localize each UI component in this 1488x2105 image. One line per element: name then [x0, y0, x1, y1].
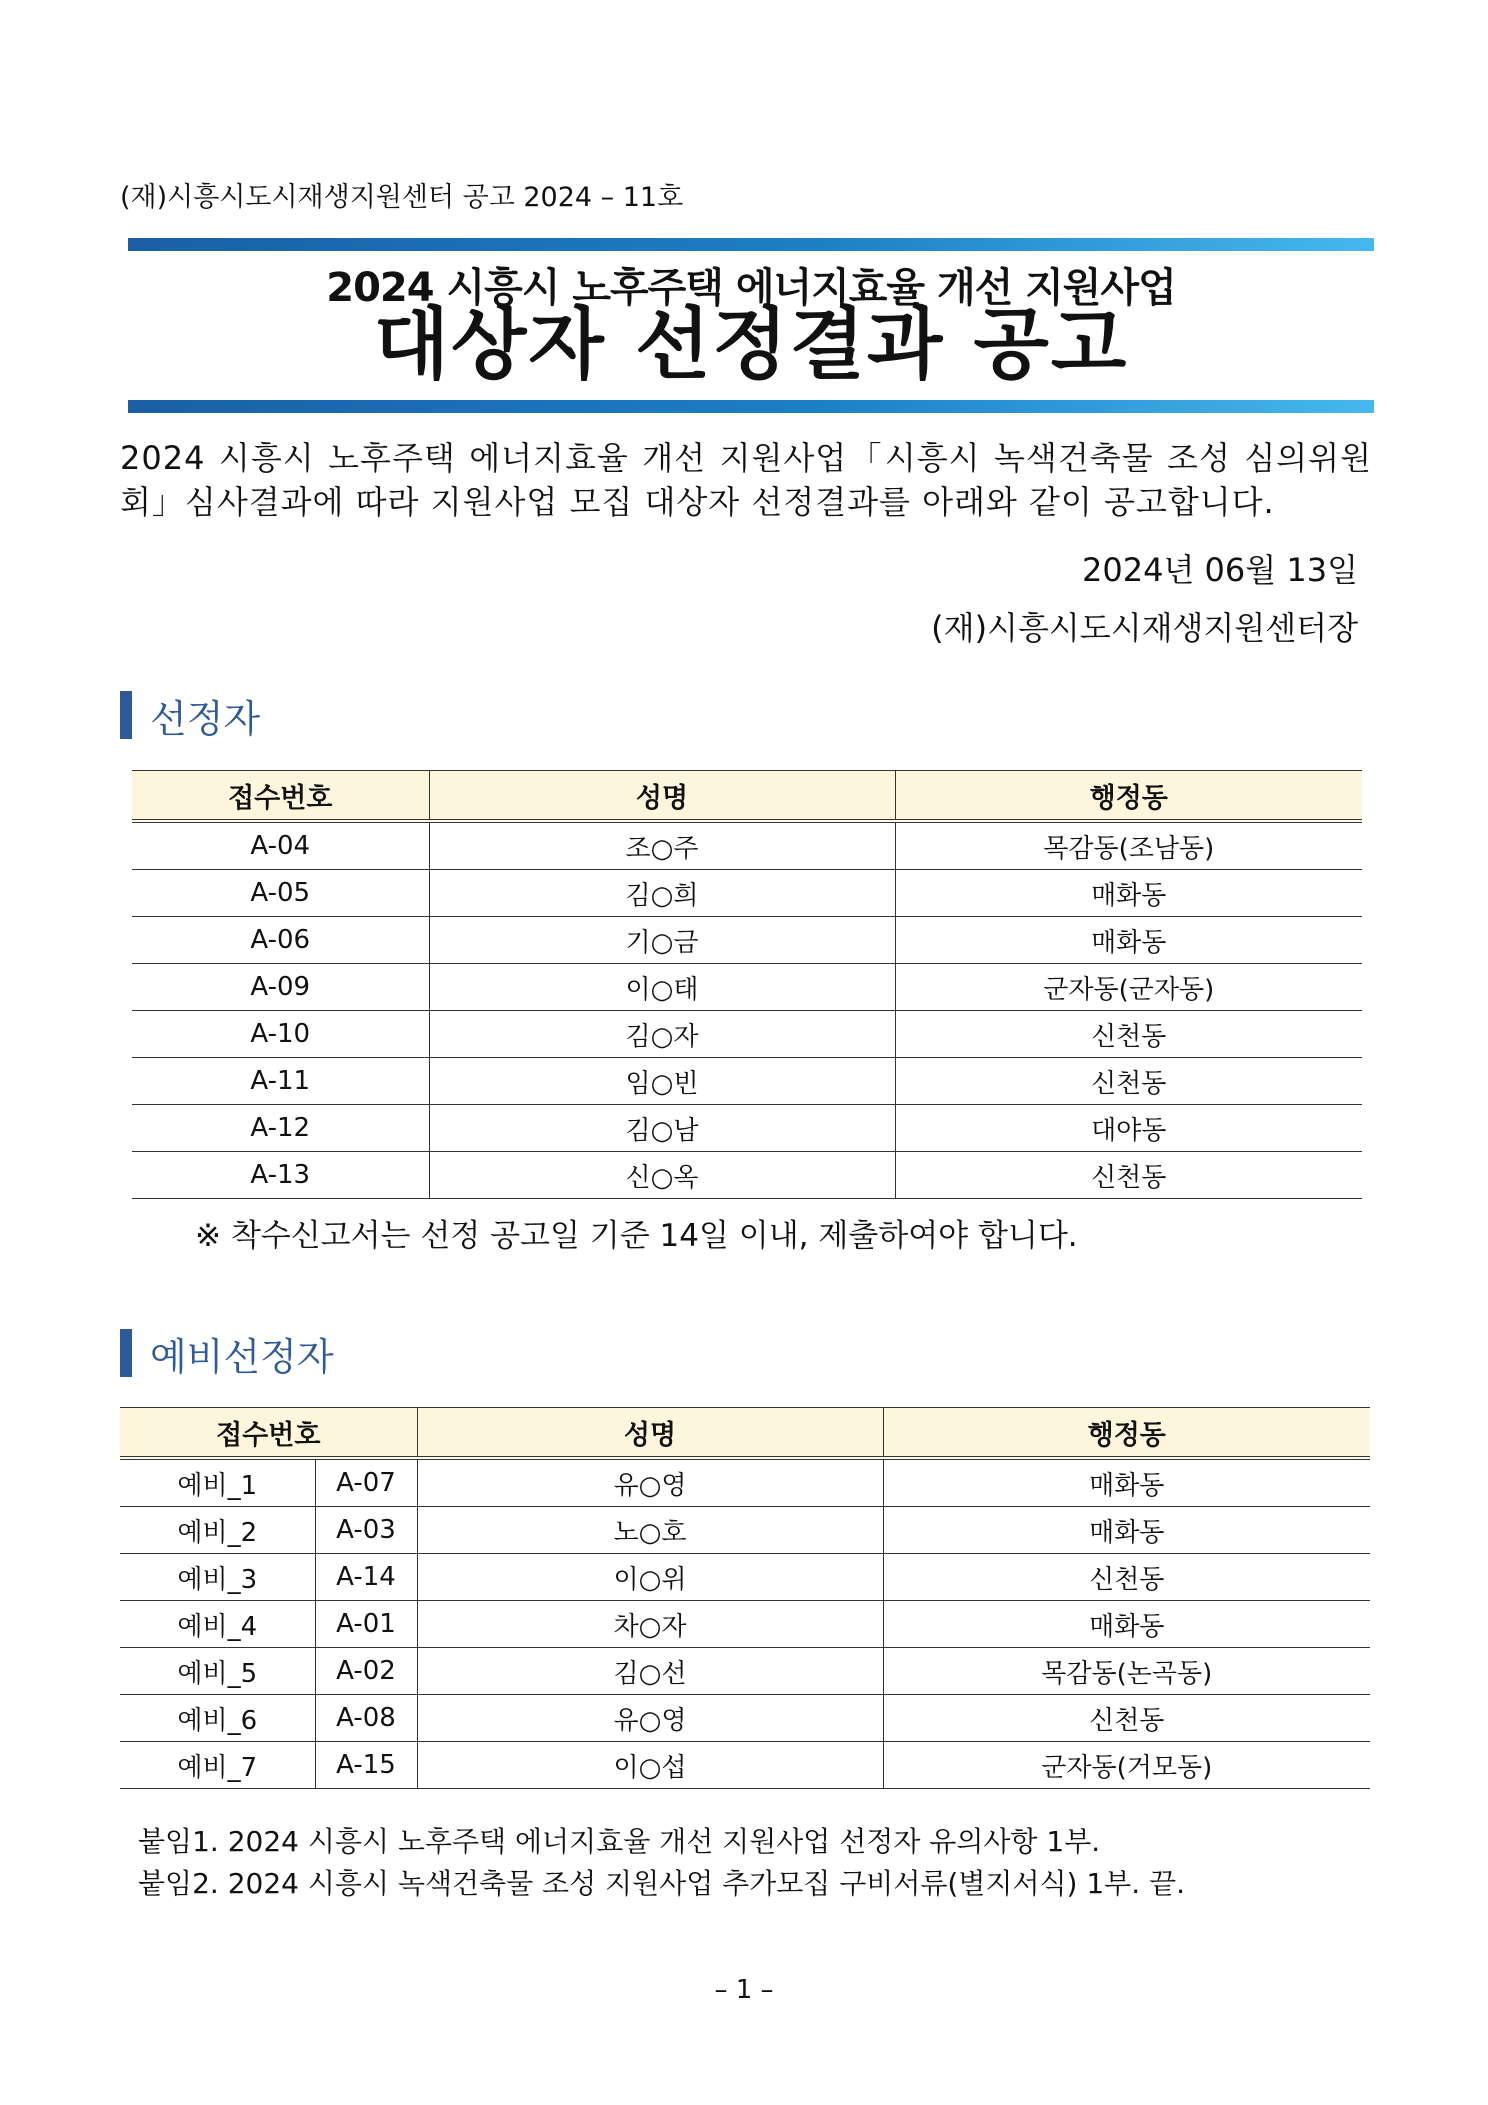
table-row — [120, 1695, 1370, 1742]
name-cell: 차○자 — [417, 1601, 883, 1648]
name-cell: 유○영 — [417, 1695, 883, 1742]
table-row — [132, 870, 1362, 917]
district-cell: 군자동(거모동) — [883, 1742, 1370, 1789]
table-row — [120, 1507, 1370, 1554]
section-title: 선정자 — [150, 696, 261, 741]
col-header: 접수번호 — [120, 1408, 417, 1459]
col-header: 성명 — [429, 771, 895, 822]
district-cell: 매화동 — [895, 917, 1362, 964]
name-cell: 신○옥 — [429, 1152, 895, 1199]
receipt-number-cell: A-01 — [315, 1601, 417, 1648]
col-header: 행정동 — [895, 771, 1362, 822]
receipt-number-cell: A-12 — [132, 1105, 429, 1152]
name-cell: 김○남 — [429, 1105, 895, 1152]
table-row — [132, 917, 1362, 964]
district-cell: 목감동(논곡동) — [883, 1648, 1370, 1695]
table-header-row — [132, 771, 1362, 822]
table-row — [120, 1601, 1370, 1648]
district-cell: 목감동(조남동) — [895, 821, 1362, 870]
reserve-rank-cell: 예비_4 — [120, 1601, 315, 1648]
table-row — [132, 964, 1362, 1011]
selected-note: ※ 착수신고서는 선정 공고일 기준 14일 이내, 제출하여야 합니다. — [195, 1218, 1078, 1254]
district-cell: 매화동 — [883, 1458, 1370, 1507]
name-cell: 이○섭 — [417, 1742, 883, 1789]
notice-number: (재)시흥시도시재생지원센터 공고 2024 – 11호 — [120, 182, 684, 213]
district-cell: 매화동 — [883, 1601, 1370, 1648]
receipt-number-cell: A-11 — [132, 1058, 429, 1105]
receipt-number-cell: A-07 — [315, 1458, 417, 1507]
table-row — [132, 1105, 1362, 1152]
table-row — [120, 1554, 1370, 1601]
table-row — [132, 821, 1362, 870]
name-cell: 기○금 — [429, 917, 895, 964]
reserve-rank-cell: 예비_3 — [120, 1554, 315, 1601]
section-marker — [120, 1329, 132, 1377]
reserve-rank-cell: 예비_1 — [120, 1458, 315, 1507]
receipt-number-cell: A-10 — [132, 1011, 429, 1058]
reserve-rank-cell: 예비_7 — [120, 1742, 315, 1789]
name-cell: 유○영 — [417, 1458, 883, 1507]
receipt-number-cell: A-02 — [315, 1648, 417, 1695]
district-cell: 대야동 — [895, 1105, 1362, 1152]
district-cell: 신천동 — [883, 1695, 1370, 1742]
name-cell: 김○자 — [429, 1011, 895, 1058]
section-marker — [120, 691, 132, 739]
name-cell: 노○호 — [417, 1507, 883, 1554]
section-title: 예비선정자 — [150, 1334, 334, 1379]
receipt-number-cell: A-05 — [132, 870, 429, 917]
district-cell: 매화동 — [883, 1507, 1370, 1554]
table-row — [132, 1058, 1362, 1105]
reserve-rank-cell: 예비_2 — [120, 1507, 315, 1554]
intro-paragraph: 2024 시흥시 노후주택 에너지효율 개선 지원사업「시흥시 녹색건축물 조성 심의위원회」심사결과에 따라 지원사업 모집 대상자 선정결과를 아래와 같이 공고합니다. — [120, 439, 1372, 521]
receipt-number-cell: A-04 — [132, 821, 429, 870]
district-cell: 군자동(군자동) — [895, 964, 1362, 1011]
receipt-number-cell: A-14 — [315, 1554, 417, 1601]
district-cell: 신천동 — [895, 1011, 1362, 1058]
selected-table — [132, 770, 1362, 1199]
attachment-2: 붙임2. 2024 시흥시 녹색건축물 조성 지원사업 추가모집 구비서류(별지서식) 1부. 끝. — [138, 1867, 1185, 1900]
table-row — [120, 1742, 1370, 1789]
table-row — [120, 1458, 1370, 1507]
district-cell: 매화동 — [895, 870, 1362, 917]
table-row — [120, 1648, 1370, 1695]
receipt-number-cell: A-03 — [315, 1507, 417, 1554]
page-number: – 1 – — [714, 1975, 774, 2005]
col-header: 접수번호 — [132, 771, 429, 822]
title-bottom-bar — [128, 400, 1374, 413]
receipt-number-cell: A-13 — [132, 1152, 429, 1199]
receipt-number-cell: A-09 — [132, 964, 429, 1011]
title-line1: 2024 시흥시 노후주택 에너지효율 개선 지원사업 — [326, 265, 1176, 311]
receipt-number-cell: A-06 — [132, 917, 429, 964]
district-cell: 신천동 — [895, 1152, 1362, 1199]
district-cell: 신천동 — [883, 1554, 1370, 1601]
col-header: 행정동 — [883, 1408, 1370, 1459]
table-row — [132, 1152, 1362, 1199]
col-header: 성명 — [417, 1408, 883, 1459]
reserve-rank-cell: 예비_6 — [120, 1695, 315, 1742]
title-line2: 대상자 선정결과 공고 — [373, 300, 1129, 390]
title-top-bar — [128, 238, 1374, 251]
attachment-1: 붙임1. 2024 시흥시 노후주택 에너지효율 개선 지원사업 선정자 유의사항 1부. — [138, 1825, 1101, 1858]
district-cell: 신천동 — [895, 1058, 1362, 1105]
issuer: (재)시흥시도시재생지원센터장 — [931, 609, 1358, 647]
table-row — [132, 1011, 1362, 1058]
name-cell: 김○선 — [417, 1648, 883, 1695]
section-heading-reserve — [120, 1328, 334, 1378]
reserve-rank-cell: 예비_5 — [120, 1648, 315, 1695]
notice-date: 2024년 06월 13일 — [1082, 551, 1358, 589]
receipt-number-cell: A-08 — [315, 1695, 417, 1742]
receipt-number-cell: A-15 — [315, 1742, 417, 1789]
name-cell: 김○희 — [429, 870, 895, 917]
name-cell: 이○태 — [429, 964, 895, 1011]
name-cell: 조○주 — [429, 821, 895, 870]
section-heading-selected — [120, 690, 260, 740]
table-header-row — [120, 1408, 1370, 1459]
name-cell: 이○위 — [417, 1554, 883, 1601]
name-cell: 임○빈 — [429, 1058, 895, 1105]
reserve-table — [120, 1407, 1370, 1789]
